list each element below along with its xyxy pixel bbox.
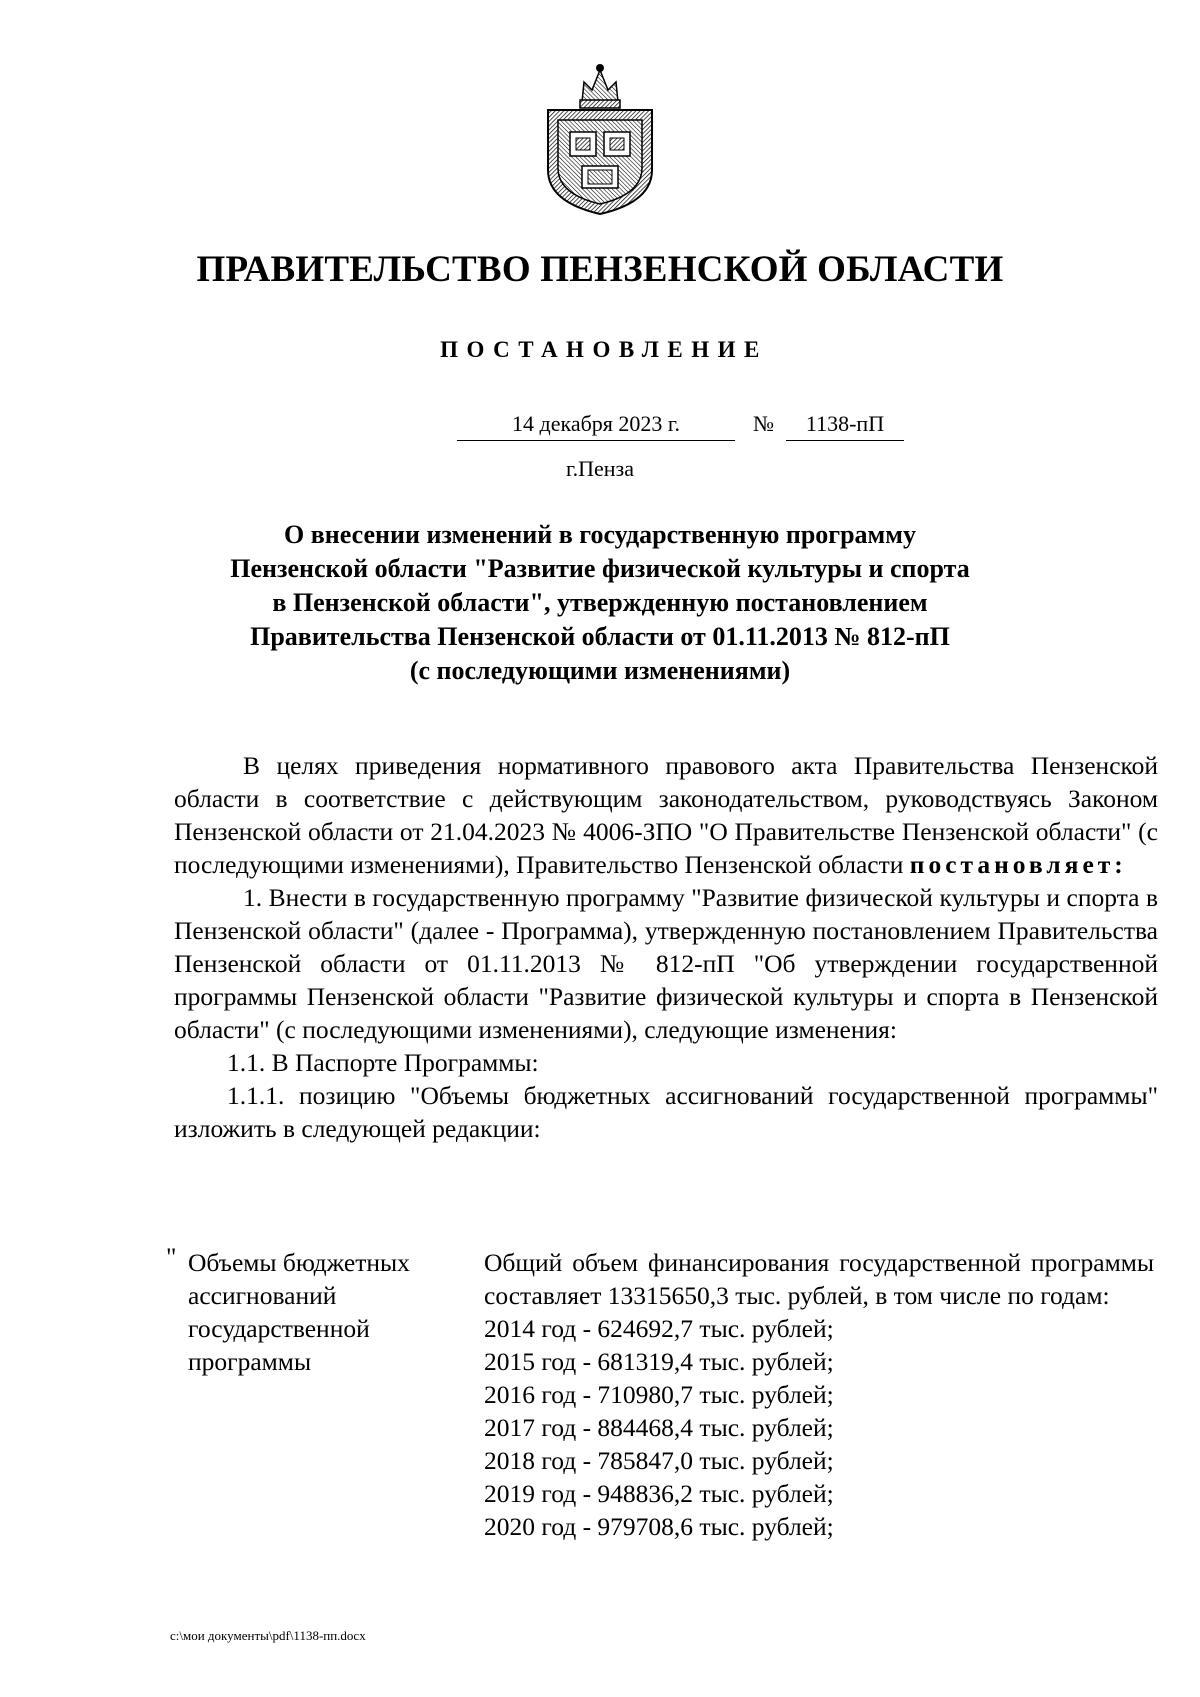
footer-file-path: c:\мои документы\pdf\1138-пп.docx — [170, 1628, 366, 1643]
open-quote: " — [166, 1242, 177, 1271]
item-1-1-paragraph: 1.1. В Паспорте Программы: — [227, 1048, 539, 1077]
funding-year-line: 2018 год - 785847,0 тыс. рублей; — [484, 1446, 834, 1475]
document-subject — [160, 518, 1040, 688]
resolves-keyword: постановляет: — [909, 850, 1127, 879]
shield-icon — [548, 110, 652, 214]
document-body — [174, 749, 1158, 1145]
subject-line: Пензенской области "Развитие физической культуры и спорта — [230, 554, 970, 583]
number-sign: № — [753, 411, 774, 436]
funding-year-line: 2014 год - 624692,7 тыс. рублей; — [484, 1314, 834, 1343]
funding-year-line: 2020 год - 979708,6 тыс. рублей; — [484, 1512, 834, 1541]
funding-year-line: 2015 год - 681319,4 тыс. рублей; — [484, 1347, 834, 1376]
funding-year-line: 2017 год - 884468,4 тыс. рублей; — [484, 1413, 834, 1442]
item-1-paragraph: 1. Внести в государственную программу "Развитие физической культуры и спорта в Пензенской области" (далее - Программа), утвержденную постановлением Правительства Пензенской области от 01.11.2013 № 812-пП "Об утверждении государственной программы Пензенской области "Развитие физической культуры и спорта в Пензенской области" (с последующими изменениями), следующие изменения: — [174, 883, 1158, 1044]
government-title: ПРАВИТЕЛЬСТВО ПЕНЗЕНСКОЙ ОБЛАСТИ — [196, 249, 1004, 290]
subject-line: О внесении изменений в государственную программу — [284, 520, 916, 549]
subject-line: в Пензенской области", утвержденную постановлением — [272, 588, 928, 617]
passport-position-value — [484, 1246, 1154, 1543]
funding-year-line: 2016 год - 710980,7 тыс. рублей; — [484, 1380, 834, 1409]
preamble-paragraph — [174, 749, 1158, 881]
document-date: 14 декабря 2023 г. — [457, 411, 735, 441]
item-1-1-1-paragraph: 1.1.1. позицию "Объемы бюджетных ассигнований государственной программы" изложить в следующей редакции: — [174, 1081, 1158, 1143]
subject-line: Правительства Пензенской области от 01.11.2013 № 812-пП — [250, 622, 950, 651]
crown-icon — [580, 64, 620, 108]
funding-year-line: 2019 год - 948836,2 тыс. рублей; — [484, 1479, 834, 1508]
position-label-line: государственной — [188, 1314, 370, 1343]
position-label-line: Объемы бюджетных — [188, 1248, 410, 1277]
passport-position-label — [188, 1246, 488, 1378]
preamble-text: В целях приведения нормативного правового акта Правительства Пензенской области в соответствие с действующим законодательством, руководствуясь Законом Пензенской области от 21.04.2023 № 4006-ЗПО "О Правительстве Пензенской области" (с последующими изменениями), Правительство Пензенской области — [174, 751, 1158, 879]
funding-total-text: Общий объем финансирования государственной программы составляет 13315650,3 тыс. рублей, в том числе по годам: — [484, 1248, 1154, 1310]
document-type-heading: ПОСТАНОВЛЕНИЕ — [440, 337, 768, 362]
document-city: г.Пенза — [566, 456, 634, 481]
subject-line: (с последующими изменениями) — [409, 656, 791, 685]
document-number: 1138-пП — [786, 411, 904, 441]
position-label-line: программы — [188, 1347, 312, 1376]
coat-of-arms-emblem — [540, 62, 660, 216]
position-label-line: ассигнований — [188, 1281, 337, 1310]
